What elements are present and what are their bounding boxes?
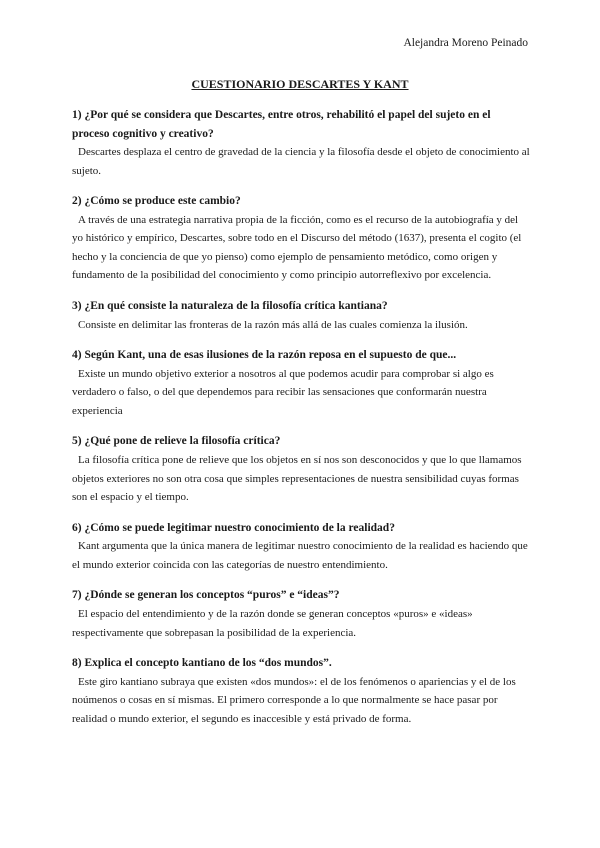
answer-4: Existe un mundo objetivo exterior a nosotros al que podemos acudir para comprobar si algo es verdadero o falso, o del que dependemos para recibir las sensaciones que conformarán nuestra experiencia <box>72 367 494 417</box>
question-2: 2) ¿Cómo se produce este cambio? <box>72 195 241 208</box>
question-block <box>72 586 530 642</box>
question-5: 5) ¿Qué pone de relieve la filosofía crítica? <box>72 435 281 448</box>
question-block <box>72 192 530 285</box>
question-8: 8) Explica el concepto kantiano de los “dos mundos”. <box>72 657 332 670</box>
question-4: 4) Según Kant, una de esas ilusiones de la razón reposa en el supuesto de que... <box>72 349 457 362</box>
answer-8: Este giro kantiano subraya que existen «dos mundos»: el de los fenómenos o apariencias y el de los noúmenos o cosas en sí mismas. El primero corresponde a lo que normalmente se hace pasar por realidad o mundo exterior, el segundo es inaccesible y está privado de forma. <box>72 675 516 725</box>
answer-6: Kant argumenta que la única manera de legitimar nuestro conocimiento de la realidad es haciendo que el mundo exterior coincida con las categorías de nuestro entendimiento. <box>72 540 528 571</box>
author-name: Alejandra Moreno Peinado <box>403 37 528 49</box>
answer-5: La filosofía crítica pone de relieve que los objetos en sí nos son desconocidos y que lo que llamamos objetos exteriores no son otra cosa que simples representaciones de nuestra sensibilidad cuyas formas son el espacio y el tiempo. <box>72 453 522 504</box>
document-title: CUESTIONARIO DESCARTES Y KANT <box>191 77 409 91</box>
question-block <box>72 297 530 334</box>
question-block <box>72 654 530 728</box>
question-block <box>72 519 530 575</box>
question-1: 1) ¿Por qué se considera que Descartes, entre otros, rehabilitó el papel del sujeto en el proceso cognitivo y creativo? <box>72 109 491 140</box>
answer-3: Consiste en delimitar las fronteras de la razón más allá de las cuales comienza la ilusión. <box>78 318 468 331</box>
question-block <box>72 106 530 180</box>
question-3: 3) ¿En qué consiste la naturaleza de la filosofía crítica kantiana? <box>72 300 388 313</box>
answer-7: El espacio del entendimiento y de la razón donde se generan conceptos «puros» e «ideas» respectivamente que sobrepasan la posibilidad de la experiencia. <box>72 607 473 639</box>
question-block <box>72 346 530 420</box>
question-block <box>72 432 530 506</box>
questionnaire <box>72 106 530 740</box>
question-7: 7) ¿Dónde se generan los conceptos “puros” e “ideas”? <box>72 589 340 602</box>
answer-2: A través de una estrategia narrativa propia de la ficción, como es el recurso de la autobiografía y del yo histórico y empírico, Descartes, sobre todo en el Discurso del método (1637), presenta el cogito (el hecho y la conciencia de que yo pienso) como ejemplo de pensamiento metódico, como origen y fundamento de la posibilidad del conocimiento y como principio autorreflexivo por excelencia. <box>72 213 522 282</box>
answer-1: Descartes desplaza el centro de gravedad de la ciencia y la filosofía desde el objeto de conocimiento al sujeto. <box>72 146 530 177</box>
question-6: 6) ¿Cómo se puede legitimar nuestro conocimiento de la realidad? <box>72 521 395 534</box>
